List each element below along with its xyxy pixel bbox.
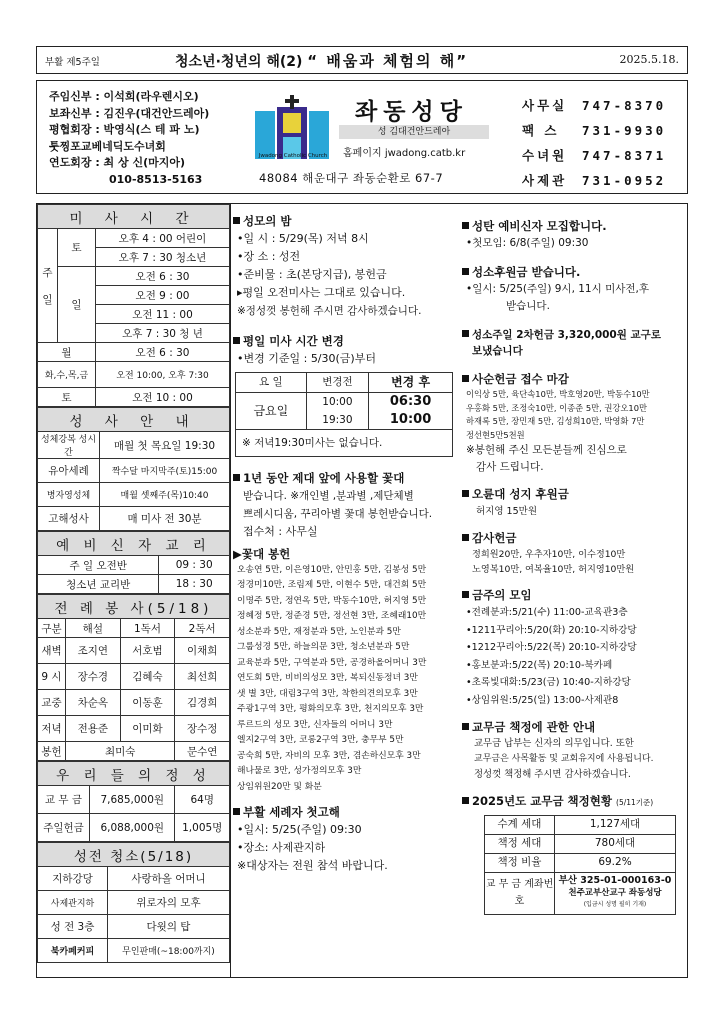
tithe-table xyxy=(484,815,676,915)
donor-line: 이익상 5만, 육단속10만, 박호영20만, 박동수10만 xyxy=(466,389,650,399)
sacrament-label: 고해성사 xyxy=(38,507,100,531)
notice-line: 허지영 15만원 xyxy=(476,506,537,517)
offering-title: 우 리 들 의 정 성 xyxy=(38,762,230,786)
cleaning-title: 성전 청소(5/18) xyxy=(38,843,230,867)
notice-line: •일 시 : 5/29(목) 저녁 8시 xyxy=(237,232,369,245)
header-bar xyxy=(36,46,688,74)
theme-title xyxy=(175,50,468,71)
liturgy-cell: 차순옥 xyxy=(66,690,121,716)
account-note: (입금시 성명 필히 기재) xyxy=(583,901,647,908)
cleaning-place: 성 전 3층 xyxy=(38,915,108,939)
liturgy-cell: 서호범 xyxy=(120,638,175,664)
section-heading xyxy=(462,486,684,503)
sunday-label xyxy=(38,229,58,343)
catechism-label: 청소년 교리반 xyxy=(38,575,159,594)
sacrament-label: 유아세례 xyxy=(38,459,100,483)
heading-text: 금주의 모임 xyxy=(472,588,532,602)
contact-label: 사제관 xyxy=(522,173,568,188)
donor-line: 엘지2구역 3만, 코롱2구역 3만, 충무부 5만 xyxy=(237,735,404,745)
donor-line: 공숙희 5만, 자비의 모후 3만, 겸손하신모후 3만 xyxy=(237,750,421,761)
contact-row xyxy=(522,93,666,118)
liturgy-cell: 이동훈 xyxy=(120,690,175,716)
officer-phone: 010-8513-5163 xyxy=(109,172,203,186)
offering-table xyxy=(37,761,230,842)
cleaning-group: 다윗의 탑 xyxy=(108,915,230,939)
notice-line: 정희원20만, 우추자10만, 이수정10만 xyxy=(472,549,626,560)
officer-line: 보좌신부 : 김진우(대건안드레아) xyxy=(49,106,210,120)
meeting-list xyxy=(462,604,684,709)
sacrament-value: 매월 첫 목요일 19:30 xyxy=(100,432,230,459)
notice-line: •준비물 : 초(본당지급), 봉헌금 xyxy=(237,268,387,281)
officer-line: 평협회장 : 박영식(스 테 파 노) xyxy=(49,123,200,136)
donor-line: 하재록 5만, 장민재 5만, 김성희10만, 박영화 7만 xyxy=(466,416,645,426)
liturgy-head: 2독서 xyxy=(175,619,230,638)
notice-line: 받습니다. ※개인별 ,분과별 ,제단체별 xyxy=(243,489,414,502)
donor-line: 이명주 5만, 정연옥 5만, 박동수10만, 허지영 5만 xyxy=(237,595,427,606)
saturday-label: 토 xyxy=(58,229,96,267)
cleaning-group: 위로자의 모후 xyxy=(108,891,230,915)
heading-text: 보냈습니다 xyxy=(472,345,523,357)
tithe-value: 69.2% xyxy=(555,853,676,872)
theme-prefix: 청소년·청년의 해(2) xyxy=(175,54,303,70)
liturgy-head: 해설 xyxy=(66,619,121,638)
change-head: 변경전 xyxy=(306,373,369,392)
liturgy-cell: 교중 xyxy=(38,690,66,716)
notice-line: •일시: 5/25(주일) 09:30 xyxy=(237,823,362,836)
contact-number: 731-0952 xyxy=(582,173,667,188)
change-head: 변경 후 xyxy=(369,373,452,392)
liturgy-cell: 이미화 xyxy=(120,716,175,742)
catechism-table xyxy=(37,531,230,594)
parish-name: 좌동성당 xyxy=(355,99,468,125)
notice-line: 정성껏 책정해 주시면 감사하겠습니다. xyxy=(474,769,631,780)
notice-line: ※봉헌해 주신 모든분들께 진심으로 xyxy=(466,444,627,456)
sacrament-label: 병자영성체 xyxy=(38,483,100,507)
heading-text: 부활 세례자 첫고해 xyxy=(243,805,340,819)
liturgy-cell: 김경희 xyxy=(175,690,230,716)
middle-column xyxy=(231,203,458,978)
homepage-link[interactable]: 홈페이지 jwadong.catb.kr xyxy=(343,148,466,159)
heading-text: 성모의 밤 xyxy=(243,214,292,228)
donor-line: 샛 별 3만, 대림3구역 3만, 착한의견의모후 3만 xyxy=(237,688,418,699)
liturgy-cell: 봉헌 xyxy=(38,742,66,761)
catechism-time: 09 : 30 xyxy=(159,556,230,575)
right-column xyxy=(458,203,688,978)
section-heading xyxy=(462,218,684,235)
contact-label: 수녀원 xyxy=(522,148,568,163)
section-heading xyxy=(233,803,455,821)
contact-number: 747-8370 xyxy=(582,98,667,113)
notice-line: 접수처 : 사무실 xyxy=(243,524,318,538)
heading-text: 성소주일 2차헌금 3,320,000원 교구로 xyxy=(472,329,661,341)
tithe-value: 1,127세대 xyxy=(555,815,676,834)
cleaning-group: 무인판매(~18:00까지) xyxy=(108,939,230,963)
meeting-line: •홍보분과:5/22(목) 20:10-북카페 xyxy=(466,659,613,671)
contact-number: 731-9930 xyxy=(582,123,667,138)
notice-line: •변경 기준일 : 5/30(금)부터 xyxy=(237,352,376,365)
catechism-label: 주 일 오전반 xyxy=(38,556,159,575)
donor-line: 우홍화 5만, 조정숙10만, 이종준 5만, 권강오10만 xyxy=(466,402,648,413)
mass-time: 오후 7 : 30 청 년 xyxy=(96,324,230,343)
officers-list xyxy=(49,89,209,188)
parish-header xyxy=(36,80,688,194)
section-heading xyxy=(462,719,684,736)
officer-line: 툿찡포교베네딕도수녀회 xyxy=(49,139,166,153)
notice-line: ▸평일 오전미사는 그대로 있습니다. xyxy=(237,286,406,299)
mass-change-table xyxy=(236,373,452,430)
section-heading xyxy=(233,332,455,350)
heading-text: 감사헌금 xyxy=(472,531,517,545)
liturgy-cell: 장수경 xyxy=(66,664,121,690)
liturgy-cell: 문수연 xyxy=(175,742,230,761)
heading-text: 성탄 예비신자 모집합니다. xyxy=(472,219,607,233)
liturgy-head: 1독서 xyxy=(120,619,175,638)
account-holder: 천주교부산교구 좌동성당 xyxy=(568,888,662,898)
liturgy-cell: 이채희 xyxy=(175,638,230,664)
mass-time: 오전 6 : 30 xyxy=(96,267,230,286)
mass-time: 오후 4 : 00 어린이 xyxy=(96,229,230,248)
liturgy-cell: 장수정 xyxy=(175,716,230,742)
section-heading xyxy=(462,587,684,604)
heading-text: 교무금 책정에 관한 안내 xyxy=(472,720,596,734)
account-number: 부산 325-01-000163-0 xyxy=(558,875,672,886)
lent-donor-list xyxy=(462,388,684,442)
officer-line: 연도회장 : 최 상 신(마지아) xyxy=(49,156,186,169)
offering-count: 1,005명 xyxy=(175,814,230,842)
notice-line: •장 소 : 성전 xyxy=(237,250,301,263)
parish-patron: 성 김대건안드레아 xyxy=(339,125,489,139)
sacrament-value: 짝수달 마지막주(토)15:00 xyxy=(100,459,230,483)
catechism-time: 18 : 30 xyxy=(159,575,230,594)
notice-line: 쁘레시디움, 꾸리아별 꽃대 봉헌받습니다. xyxy=(243,507,433,520)
cleaning-place: 사제관지하 xyxy=(38,891,108,915)
liturgy-cell: 김혜숙 xyxy=(120,664,175,690)
heading-text: 성소후원금 받습니다. xyxy=(472,265,581,279)
weekday-label: 화,수,목,금 xyxy=(38,362,96,388)
logo-caption: Jwadong Catholic Church xyxy=(258,153,328,159)
section-heading xyxy=(462,327,684,359)
meeting-line: •상임위원:5/25(일) 13:00-사제관8 xyxy=(466,694,619,706)
sacrament-title: 성 사 안 내 xyxy=(38,408,230,432)
bulletin-date: 2025.5.18. xyxy=(619,53,679,66)
change-head: 요 일 xyxy=(236,373,306,392)
officer-line: 주임신부 : 이석희(라우렌시오) xyxy=(49,90,199,103)
heading-text: 1년 동안 제대 앞에 사용할 꽃대 xyxy=(243,470,405,485)
offering-label: 교 무 금 xyxy=(38,786,90,814)
contact-number: 747-8371 xyxy=(582,148,667,163)
notice-line: 교무금은 사목활동 및 교회유지에 사용됩니다. xyxy=(474,753,654,764)
liturgy-cell: 조지연 xyxy=(66,638,121,664)
mass-time: 오전 9 : 00 xyxy=(96,286,230,305)
liturgy-cell: 새벽 xyxy=(38,638,66,664)
contact-label: 팩 스 xyxy=(522,123,560,138)
weekday-label: 토 xyxy=(38,388,96,407)
week-label: 부활 제5주일 xyxy=(45,57,100,68)
sunday-char: 주 xyxy=(42,266,53,279)
liturgy-cell: 9 시 xyxy=(38,664,66,690)
liturgy-table xyxy=(37,594,230,761)
contact-row xyxy=(522,168,666,193)
contact-label: 사무실 xyxy=(522,98,568,113)
sacrament-value: 매월 셋째주(목)10:40 xyxy=(100,483,230,507)
donor-line: 상임위원20만 및 화분 xyxy=(237,781,322,792)
liturgy-cell: 최선희 xyxy=(175,664,230,690)
mass-time: 오전 11 : 00 xyxy=(96,305,230,324)
sacrament-label: 성체강복 성시간 xyxy=(38,432,100,459)
heading-sub: (5/11기준) xyxy=(616,797,654,807)
tithe-notice xyxy=(462,736,684,783)
mass-time: 오전 6 : 30 xyxy=(96,343,230,362)
left-column xyxy=(36,203,231,978)
weekday-label: 월 xyxy=(38,343,96,362)
change-day: 금요일 xyxy=(236,392,306,429)
section-heading xyxy=(462,371,684,388)
sacrament-value: 매 미사 전 30분 xyxy=(100,507,230,531)
meeting-line: •전례분과:5/21(수) 11:00-교육관3층 xyxy=(466,607,628,618)
tithe-label: 수계 세대 xyxy=(485,815,555,834)
sunday-char2: 일 xyxy=(42,293,53,306)
mass-time: 오전 10 : 00 xyxy=(96,388,230,407)
mass-title: 미 사 시 간 xyxy=(38,205,230,229)
section-heading xyxy=(462,793,684,811)
donor-line: 정경미10만, 조림제 5만, 이현수 5만, 대건회 5만 xyxy=(237,580,427,590)
donor-line: 연도회 5만, 비비의성모 3만, 복되신동정녀 3만 xyxy=(237,673,418,683)
donor-line: 그룹성경 5만, 하늘의문 3만, 청소년분과 5만 xyxy=(237,642,410,652)
section-heading xyxy=(462,264,684,281)
donor-line: 정혜정 5만, 정준경 5만, 정선현 3만, 조혜래10만 xyxy=(237,611,427,621)
theme-main: “ 배움과 체험의 해” xyxy=(307,52,469,70)
notice-line: •장소: 사제관지하 xyxy=(237,841,326,854)
tithe-value: 780세대 xyxy=(555,834,676,853)
contact-row xyxy=(522,143,666,168)
notice-line: ※대상자는 전원 참석 바랍니다. xyxy=(237,859,388,872)
donor-line: 정선현5만5천원 xyxy=(466,429,525,440)
cleaning-place: 북카페커피 xyxy=(38,939,108,963)
notice-line: 받습니다. xyxy=(506,300,550,312)
section-heading xyxy=(462,530,684,547)
before-time: 10:00 xyxy=(322,395,353,408)
tithe-label: 교 무 금 계좌번호 xyxy=(485,872,555,914)
donor-line: 해나물로 3만, 성가정의모후 3만 xyxy=(237,766,362,776)
donor-line: 주광1구역 3만, 평화의모후 3만, 천지의모후 3만 xyxy=(237,704,424,714)
notice-line: 감사 드립니다. xyxy=(476,461,544,473)
change-note: ※ 저녁19:30미사는 없습니다. xyxy=(242,436,383,449)
mass-time: 오전 10:00, 오후 7:30 xyxy=(96,362,230,388)
catechism-title: 예 비 신 자 교 리 xyxy=(38,532,230,556)
liturgy-title: 전 례 봉 사(5/18) xyxy=(38,595,230,619)
offering-amount: 6,088,000원 xyxy=(90,814,175,842)
sunday-sub-label: 일 xyxy=(58,267,96,343)
after-time: 10:00 xyxy=(389,411,432,427)
cleaning-place: 지하강당 xyxy=(38,867,108,891)
notice-line: •일시: 5/25(주일) 9시, 11시 미사전,후 xyxy=(466,283,649,295)
donor-line: 교육분과 5만, 구역분과 5만, 공경하올어머니 3만 xyxy=(237,657,427,668)
section-heading xyxy=(233,469,455,487)
donor-line: 루르드의 성모 3만, 신자들의 어머니 3만 xyxy=(237,719,393,730)
mass-schedule-table xyxy=(37,204,230,407)
mass-change-box xyxy=(235,372,453,457)
notice-line: 교무금 납부는 신자의 의무입니다. 또한 xyxy=(474,738,634,749)
notice-line: •첫모임: 6/8(주일) 09:30 xyxy=(466,237,589,249)
cleaning-table xyxy=(37,842,230,963)
notice-line: 노영복10만, 여복율10만, 허지영10만원 xyxy=(472,564,635,575)
liturgy-cell: 저녁 xyxy=(38,716,66,742)
sacrament-table xyxy=(37,407,230,531)
tithe-label: 책정 비율 xyxy=(485,853,555,872)
offering-count: 64명 xyxy=(175,786,230,814)
mid-content xyxy=(233,208,455,875)
after-time: 06:30 xyxy=(389,393,432,409)
donor-line: 성소분과 5만, 재정분과 5만, 노인분과 5만 xyxy=(237,626,401,637)
right-content xyxy=(462,208,684,915)
liturgy-head: 구분 xyxy=(38,619,66,638)
heading-text: 2025년도 교무금 책정현황 xyxy=(472,793,612,808)
liturgy-cell: 전용준 xyxy=(66,716,121,742)
before-time: 19:30 xyxy=(322,413,353,426)
tithe-label: 책정 세대 xyxy=(485,834,555,853)
notice-line: ※정성껏 봉헌해 주시면 감사하겠습니다. xyxy=(237,305,422,317)
liturgy-cell: 최미숙 xyxy=(66,742,175,761)
heading-text: 오륜대 성지 후원금 xyxy=(472,487,569,501)
offering-label: 주일헌금 xyxy=(38,814,90,842)
cleaning-group: 사랑하올 어머니 xyxy=(108,867,230,891)
donor-line: 오송연 5만, 이은영10만, 안민홍 5만, 김봉성 5만 xyxy=(237,564,427,575)
heading-text: 평일 미사 시간 변경 xyxy=(243,334,344,348)
section-heading xyxy=(233,212,455,230)
contact-list xyxy=(522,93,666,193)
section-heading: ▶꽃대 봉헌 xyxy=(233,546,291,561)
mass-time: 오후 7 : 30 청소년 xyxy=(96,248,230,267)
flower-donor-list xyxy=(233,563,455,796)
heading-text: 사순헌금 접수 마감 xyxy=(472,372,569,386)
offering-amount: 7,685,000원 xyxy=(90,786,175,814)
meeting-line: •1211꾸리아:5/20(화) 20:10-지하강당 xyxy=(466,624,637,636)
parish-address: 48084 해운대구 좌동순환로 67-7 xyxy=(259,171,444,185)
meeting-line: •1212꾸리아:5/22(목) 20:10-지하강당 xyxy=(466,642,637,653)
contact-row xyxy=(522,118,666,143)
meeting-line: •초록빛대화:5/23(금) 10:40-지하강당 xyxy=(466,677,631,688)
